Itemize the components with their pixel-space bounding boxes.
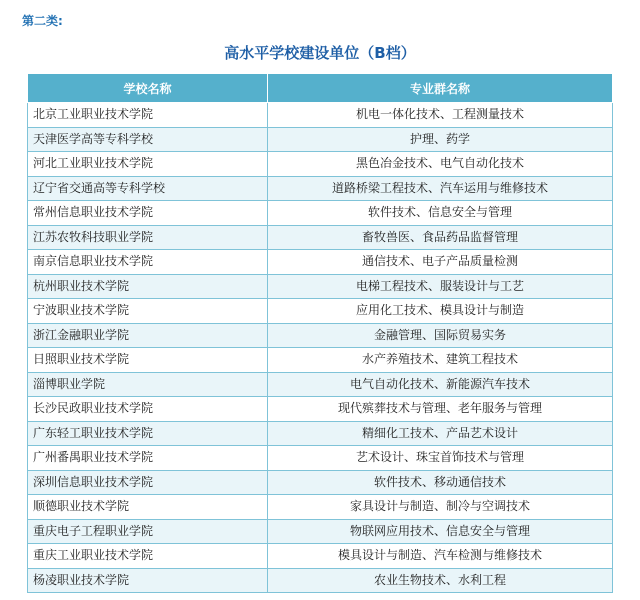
school-name-cell: 常州信息职业技术学院 xyxy=(28,201,268,226)
school-name-cell: 天津医学高等专科学校 xyxy=(28,127,268,152)
major-group-cell: 物联网应用技术、信息安全与管理 xyxy=(268,519,613,544)
school-name-cell: 杨凌职业技术学院 xyxy=(28,568,268,593)
table-row xyxy=(28,152,613,177)
table-row xyxy=(28,421,613,446)
school-name-cell: 深圳信息职业技术学院 xyxy=(28,470,268,495)
school-name-cell: 江苏农牧科技职业学院 xyxy=(28,225,268,250)
page-title: 高水平学校建设单位（B档） xyxy=(224,44,416,62)
table-row xyxy=(28,446,613,471)
major-group-cell: 精细化工技术、产品艺术设计 xyxy=(268,421,613,446)
major-group-cell: 模具设计与制造、汽车检测与维修技术 xyxy=(268,544,613,569)
major-group-cell: 金融管理、国际贸易实务 xyxy=(268,323,613,348)
school-name-cell: 浙江金融职业学院 xyxy=(28,323,268,348)
school-name-cell: 宁波职业技术学院 xyxy=(28,299,268,324)
major-group-cell: 现代殡葬技术与管理、老年服务与管理 xyxy=(268,397,613,422)
school-name-cell: 辽宁省交通高等专科学校 xyxy=(28,176,268,201)
major-group-cell: 畜牧兽医、食品药品监督管理 xyxy=(268,225,613,250)
major-group-cell: 水产养殖技术、建筑工程技术 xyxy=(268,348,613,373)
major-group-cell: 艺术设计、珠宝首饰技术与管理 xyxy=(268,446,613,471)
school-name-cell: 长沙民政职业技术学院 xyxy=(28,397,268,422)
school-name-cell: 河北工业职业技术学院 xyxy=(28,152,268,177)
major-group-cell: 黑色冶金技术、电气自动化技术 xyxy=(268,152,613,177)
table-row xyxy=(28,470,613,495)
major-group-cell: 道路桥梁工程技术、汽车运用与维修技术 xyxy=(268,176,613,201)
header-school-name: 学校名称 xyxy=(28,74,268,103)
table-row xyxy=(28,568,613,593)
table-row xyxy=(28,250,613,275)
table-row xyxy=(28,274,613,299)
table-row xyxy=(28,397,613,422)
major-group-cell: 护理、药学 xyxy=(268,127,613,152)
table-row xyxy=(28,495,613,520)
header-major-group: 专业群名称 xyxy=(268,74,613,103)
table-header-row xyxy=(28,74,613,103)
school-name-cell: 北京工业职业技术学院 xyxy=(28,103,268,128)
school-name-cell: 重庆工业职业技术学院 xyxy=(28,544,268,569)
major-group-cell: 通信技术、电子产品质量检测 xyxy=(268,250,613,275)
school-name-cell: 广州番禺职业技术学院 xyxy=(28,446,268,471)
school-name-cell: 南京信息职业技术学院 xyxy=(28,250,268,275)
school-name-cell: 日照职业技术学院 xyxy=(28,348,268,373)
major-group-cell: 农业生物技术、水利工程 xyxy=(268,568,613,593)
major-group-cell: 机电一体化技术、工程测量技术 xyxy=(268,103,613,128)
major-group-cell: 电梯工程技术、服装设计与工艺 xyxy=(268,274,613,299)
table-row xyxy=(28,544,613,569)
school-name-cell: 杭州职业技术学院 xyxy=(28,274,268,299)
schools-table xyxy=(27,73,613,593)
table-row xyxy=(28,519,613,544)
table-row xyxy=(28,299,613,324)
major-group-cell: 家具设计与制造、制冷与空调技术 xyxy=(268,495,613,520)
table-row xyxy=(28,127,613,152)
school-name-cell: 顺德职业技术学院 xyxy=(28,495,268,520)
table-row xyxy=(28,323,613,348)
school-name-cell: 淄博职业学院 xyxy=(28,372,268,397)
major-group-cell: 电气自动化技术、新能源汽车技术 xyxy=(268,372,613,397)
major-group-cell: 软件技术、移动通信技术 xyxy=(268,470,613,495)
table-row xyxy=(28,201,613,226)
table-row xyxy=(28,103,613,128)
table-row xyxy=(28,225,613,250)
table-row xyxy=(28,176,613,201)
table-row xyxy=(28,372,613,397)
category-label: 第二类: xyxy=(22,14,63,28)
major-group-cell: 软件技术、信息安全与管理 xyxy=(268,201,613,226)
major-group-cell: 应用化工技术、模具设计与制造 xyxy=(268,299,613,324)
school-name-cell: 重庆电子工程职业学院 xyxy=(28,519,268,544)
school-name-cell: 广东轻工职业技术学院 xyxy=(28,421,268,446)
table-row xyxy=(28,348,613,373)
